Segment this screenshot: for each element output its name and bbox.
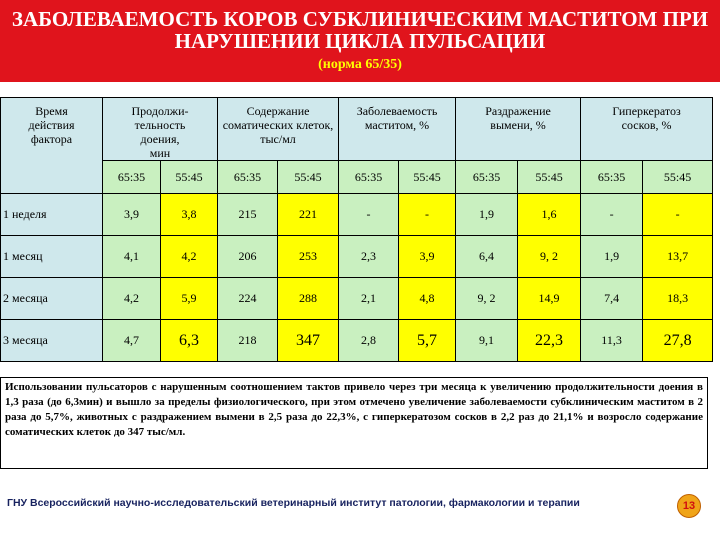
table-cell: 1,9 bbox=[456, 194, 518, 236]
subheader-cell: 55:45 bbox=[518, 161, 581, 194]
table-cell: 3,8 bbox=[161, 194, 218, 236]
subheader-cell: 65:35 bbox=[339, 161, 399, 194]
table-cell: 253 bbox=[278, 236, 339, 278]
table-row bbox=[1, 278, 713, 320]
table-row bbox=[1, 236, 713, 278]
table-cell: 27,8 bbox=[643, 320, 713, 362]
title-line-2: НАРУШЕНИИ ЦИКЛА ПУЛЬСАЦИИ bbox=[174, 29, 546, 53]
page-title bbox=[0, 0, 720, 52]
table-cell: 22,3 bbox=[518, 320, 581, 362]
table-cell: 4,8 bbox=[399, 278, 456, 320]
mastitis-table bbox=[0, 97, 713, 362]
table-cell: 2,8 bbox=[339, 320, 399, 362]
subheader-cell: 65:35 bbox=[218, 161, 278, 194]
page-number-badge: 13 bbox=[677, 494, 701, 518]
title-line-1: ЗАБОЛЕВАЕМОСТЬ КОРОВ СУБКЛИНИЧЕСКИМ МАСТИТОМ ПРИ bbox=[11, 7, 709, 31]
table-cell: 9, 2 bbox=[518, 236, 581, 278]
table-cell: 18,3 bbox=[643, 278, 713, 320]
header-mastitis: Заболеваемость маститом, % bbox=[339, 98, 456, 161]
table-cell: 5,7 bbox=[399, 320, 456, 362]
table-cell: - bbox=[581, 194, 643, 236]
conclusion-note: Использовании пульсаторов с нарушенным соотношением тактов привело через три месяца к увеличению продолжительности доения в 1,3 раза (до 6,3мин) и вышло за пределы физиологического, при этом отмечено увеличение заболеваемости субклиническим маститом в 2 раза до 5,7%, животных с раздражением вымени в 2,5 раза до 22,3%, с гиперкератозом сосков в 2,2 раз до 21,1% и возросло содержание соматических клеток до 347 тыс/мл. bbox=[0, 377, 708, 469]
page-subtitle: (норма 65/35) bbox=[318, 57, 402, 72]
header-somatic: Содержание соматических клеток, тыс/мл bbox=[218, 98, 339, 161]
row-label: 2 месяца bbox=[1, 278, 103, 320]
header-duration: Продолжи-тельность доения, мин bbox=[103, 98, 218, 161]
subheader-cell: 65:35 bbox=[581, 161, 643, 194]
table-cell: 1,6 bbox=[518, 194, 581, 236]
table-row bbox=[1, 320, 713, 362]
table-cell: - bbox=[399, 194, 456, 236]
table-cell: 3,9 bbox=[399, 236, 456, 278]
header-time: Время действия фактора bbox=[1, 98, 103, 194]
table-cell: 13,7 bbox=[643, 236, 713, 278]
table-cell: 6,3 bbox=[161, 320, 218, 362]
table-cell: 218 bbox=[218, 320, 278, 362]
header-hyperkeratosis: Гиперкератоз сосков, % bbox=[581, 98, 713, 161]
footer-institute: ГНУ Всероссийский научно-исследовательский ветеринарный институт патологии, фармакологии и терапии bbox=[7, 497, 580, 509]
table-cell: - bbox=[339, 194, 399, 236]
table-cell: 347 bbox=[278, 320, 339, 362]
table-cell: 224 bbox=[218, 278, 278, 320]
table-cell: 206 bbox=[218, 236, 278, 278]
table-cell: 6,4 bbox=[456, 236, 518, 278]
table-row bbox=[1, 194, 713, 236]
data-table-wrapper bbox=[0, 97, 712, 362]
row-label: 1 неделя bbox=[1, 194, 103, 236]
table-cell: 2,3 bbox=[339, 236, 399, 278]
table-cell: 11,3 bbox=[581, 320, 643, 362]
table-cell: 4,2 bbox=[103, 278, 161, 320]
table-cell: 7,4 bbox=[581, 278, 643, 320]
subheader-cell: 55:45 bbox=[161, 161, 218, 194]
header-irritation: Раздражение вымени, % bbox=[456, 98, 581, 161]
subheader-cell: 65:35 bbox=[456, 161, 518, 194]
table-cell: 3,9 bbox=[103, 194, 161, 236]
subheader-cell: 55:45 bbox=[643, 161, 713, 194]
subheader-cell: 55:45 bbox=[399, 161, 456, 194]
table-cell: 9,1 bbox=[456, 320, 518, 362]
subheader-cell: 65:35 bbox=[103, 161, 161, 194]
table-cell: 1,9 bbox=[581, 236, 643, 278]
table-cell: 14,9 bbox=[518, 278, 581, 320]
table-cell: 4,7 bbox=[103, 320, 161, 362]
table-cell: 221 bbox=[278, 194, 339, 236]
table-cell: 215 bbox=[218, 194, 278, 236]
table-cell: 2,1 bbox=[339, 278, 399, 320]
table-cell: 4,1 bbox=[103, 236, 161, 278]
table-cell: 288 bbox=[278, 278, 339, 320]
table-cell: - bbox=[643, 194, 713, 236]
table-cell: 4,2 bbox=[161, 236, 218, 278]
table-cell: 9, 2 bbox=[456, 278, 518, 320]
title-banner bbox=[0, 0, 720, 82]
table-cell: 5,9 bbox=[161, 278, 218, 320]
subheader-cell: 55:45 bbox=[278, 161, 339, 194]
row-label: 1 месяц bbox=[1, 236, 103, 278]
row-label: 3 месяца bbox=[1, 320, 103, 362]
